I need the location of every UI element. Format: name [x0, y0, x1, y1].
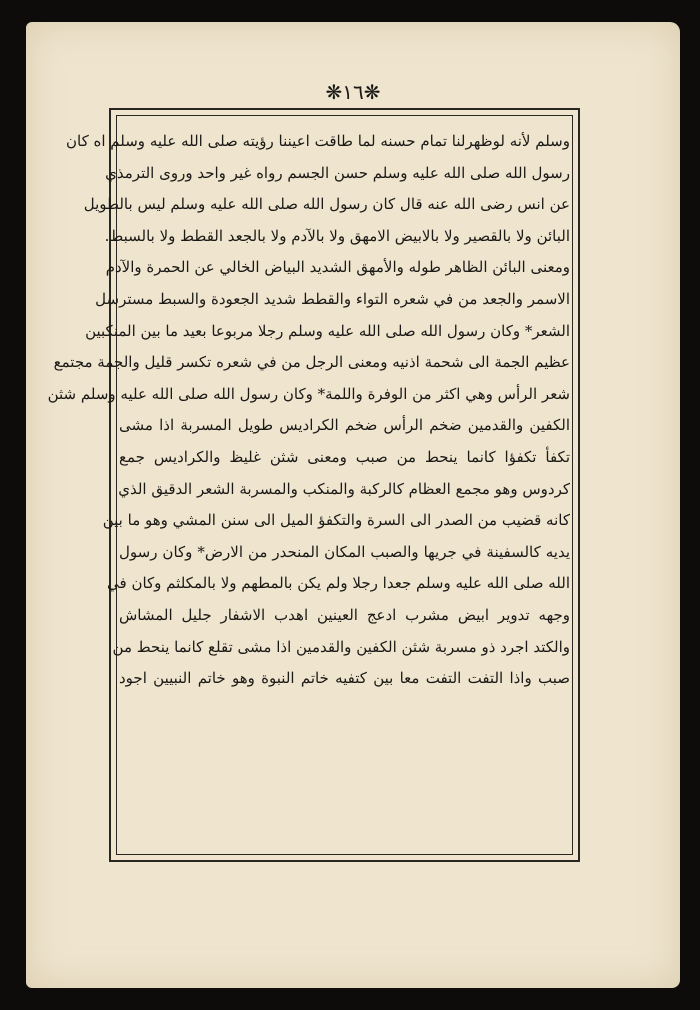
page-number [26, 80, 680, 104]
text-block [47, 126, 570, 695]
text-line: كانه قضيب من الصدر الى السرة والتكفؤ الميل الى سنن المشي وهو ما بين [102, 511, 570, 530]
text-line: وسلم لأنه لوظهرلنا تمام حسنه لما طاقت اعيننا رؤيته صلى الله عليه وسلم اه كان [66, 132, 570, 150]
text-frame [47, 108, 580, 862]
text-line: عظيم الجمة الى شحمة اذنيه ومعنى الرجل من في شعره تكسر قليل والجمة مجتمع [53, 353, 570, 372]
text-line: الشعر* وكان رسول الله صلى الله عليه وسلم رجلا مربوعا بعيد ما بين المنكبين [85, 321, 570, 340]
text-line: شعر الرأس وهي اكثر من الوفرة واللمة* وكان رسول الله صلى الله عليه وسلم شثن [47, 384, 570, 403]
text-line: صبب واذا التفت التفت معا بين كتفيه خاتم النبوة وهو خاتم النبيين اجود [119, 669, 570, 688]
manuscript-page [26, 22, 680, 988]
text-line: الكفين والقدمين ضخم الرأس ضخم الكراديس طويل المسربة اذا مشى [119, 416, 570, 435]
text-line: والكتد اجرد ذو مسربة شثن الكفين والقدمين اذا مشى تقلع كانما ينحط من [112, 637, 570, 656]
text-line: البائن ولا بالقصير ولا بالابيض الامهق ولا بالآدم ولا بالجعد القطط ولا بالسبط. [104, 226, 570, 245]
text-line: يديه كالسفينة في جريها والصبب المكان المنحدر من الارض* وكان رسول [119, 542, 570, 561]
folio-ornament-left: ❋ [325, 80, 343, 104]
text-line: الله صلى الله عليه وسلم جعدا رجلا ولم يكن بالمطهم ولا بالمكلثم وكان في [107, 574, 570, 593]
text-line: عن انس رضى الله عنه قال كان رسول الله صلى الله عليه وسلم ليس بالطويل [83, 195, 570, 214]
text-line: ومعنى البائن الظاهر طوله والأمهق الشديد البياض الخالي عن الحمرة والآدم [105, 258, 570, 277]
text-line: تكفأ تكفؤا كانما ينحط من صبب ومعنى شثن غليظ والكراديس جمع [119, 447, 570, 466]
page-number-text: ١٦ [342, 80, 364, 104]
text-line: وجهه تدوير ابيض مشرب ادعج العينين اهدب الاشفار جليل المشاش [119, 605, 570, 624]
text-line: كردوس وهو مجمع العظام كالركبة والمنكب والمسربة الشعر الدقيق الذي [118, 479, 570, 498]
folio-ornament-right: ❋ [363, 80, 381, 104]
text-line: الاسمر والجعد من في شعره التواء والقطط شديد الجعودة والسبط مسترسل [95, 289, 570, 308]
text-line: رسول الله صلى الله عليه وسلم حسن الجسم رواه غير واحد وروى الترمذي [105, 163, 570, 182]
